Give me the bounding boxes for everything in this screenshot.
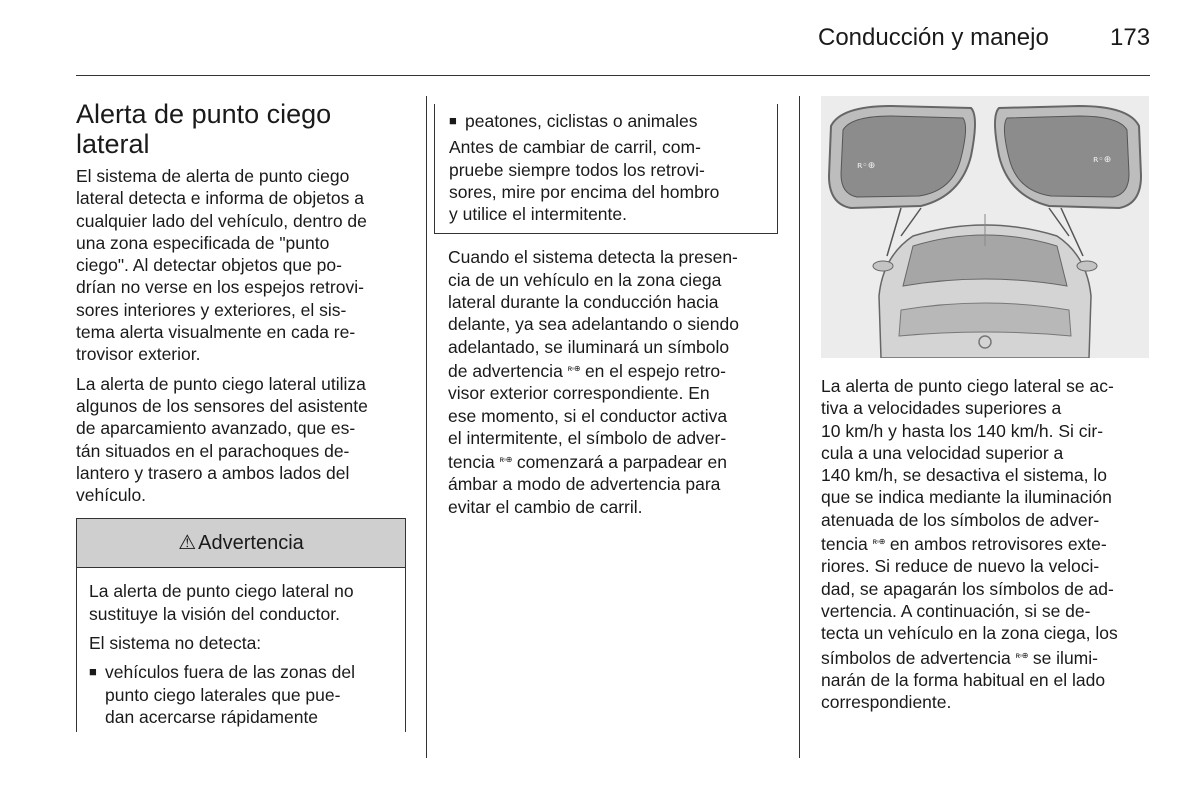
text-line: cia de un vehículo en la zona ciega: [448, 269, 722, 290]
text-line: evitar el cambio de carril.: [448, 496, 643, 517]
text-line: y utilice el intermitente.: [449, 204, 627, 225]
text-line: Antes de cambiar de carril, com-: [449, 137, 701, 158]
text-line: que se indica mediante la iluminación: [821, 487, 1112, 508]
text-line: ciego". Al detectar objetos que po-: [76, 255, 342, 276]
text-line: adelantado, se iluminará un símbolo: [448, 336, 730, 357]
text-line: en el espejo retro-: [584, 360, 726, 381]
text-line: Cuando el sistema detecta la presen-: [448, 247, 738, 268]
text-line: La alerta de punto ciego lateral no: [89, 581, 354, 602]
text-line: tiva a velocidades superiores a: [821, 398, 1062, 419]
text-line: El sistema de alerta de punto ciego: [76, 166, 350, 186]
text-line: de advertencia: [448, 360, 563, 381]
blind-spot-symbol-icon: ʀ◦⊕: [499, 455, 512, 465]
text-line: lateral detecta e informa de objetos a: [76, 188, 364, 209]
bullet-item: [89, 661, 393, 728]
text-line: La alerta de punto ciego lateral se ac-: [821, 376, 1114, 396]
bullet-text: [105, 661, 355, 728]
svg-text:ʀ◦⊕: ʀ◦⊕: [857, 161, 876, 171]
text-line: riores. Si reduce de nuevo la veloci-: [821, 556, 1100, 577]
text-line: dan acercarse rápidamente: [105, 706, 319, 727]
warning-heading: [77, 519, 405, 568]
text-line: en ambos retrovisores exte-: [889, 534, 1107, 555]
text-line: correspondiente.: [821, 692, 952, 713]
text-line: 140 km/h, se desactiva el sistema, lo: [821, 465, 1107, 486]
header-rule: [76, 75, 1150, 76]
bullet-text: peatones, ciclistas o animales: [465, 111, 698, 131]
text-line: algunos de los sensores del asistente: [76, 395, 368, 416]
text-line: tencia: [821, 534, 868, 555]
text-line: cula a una velocidad superior a: [821, 442, 1064, 463]
text-line: La alerta de punto ciego lateral utiliza: [76, 373, 366, 394]
text-line: tencia: [448, 452, 495, 473]
column-2: [448, 104, 778, 525]
text-line: vertencia. A continuación, si se de-: [821, 600, 1091, 621]
text-line: atenuada de los símbolos de adver-: [821, 509, 1100, 530]
column-divider: [799, 96, 800, 758]
text-line: drían no verse en los espejos retrovi-: [76, 277, 364, 298]
column-1: [76, 99, 406, 732]
blind-spot-symbol-icon: ʀ◦⊕: [1015, 650, 1028, 660]
paragraph: [821, 375, 1151, 713]
text-line: lantero y trasero a ambos lados del: [76, 462, 350, 483]
text-line: comenzará a parpadear en: [516, 452, 727, 473]
bullet-square-icon: ■: [449, 113, 457, 128]
paragraph: [76, 165, 406, 366]
text-line: ese momento, si el conductor activa: [448, 405, 728, 426]
text-line: se ilumi-: [1032, 647, 1098, 668]
warning-box: [76, 518, 406, 732]
running-header-title: Conducción y manejo: [818, 24, 1049, 51]
text-line: narán de la forma habitual en el lado: [821, 669, 1106, 690]
text-line: delante, ya sea adelantando o siendo: [448, 314, 739, 335]
paragraph: [89, 580, 393, 625]
page-number: 173: [1110, 24, 1151, 51]
text-line: vehículo.: [76, 485, 147, 506]
bullet-item: [449, 110, 767, 132]
continued-warning-box: [434, 104, 778, 234]
blind-spot-illustration: [821, 96, 1149, 358]
text-line: tecta un vehículo en la zona ciega, los: [821, 623, 1118, 644]
text-line: sores, mire por encima del hombro: [449, 181, 720, 202]
blind-spot-symbol-icon: ʀ◦⊕: [872, 537, 885, 547]
car-mirrors-illustration: [821, 96, 1149, 358]
text-line: punto ciego laterales que pue-: [105, 684, 341, 705]
bullet-square-icon: ■: [89, 664, 97, 680]
warning-triangle-icon: ⚠: [178, 532, 197, 555]
text-line: sustituye la visión del conductor.: [89, 603, 340, 624]
text-line: pruebe siempre todos los retrovi-: [449, 159, 705, 180]
svg-text:ʀ◦⊕: ʀ◦⊕: [1093, 155, 1112, 165]
paragraph: [448, 246, 778, 518]
text-line: el intermitente, el símbolo de adver-: [448, 427, 727, 448]
blind-spot-symbol-icon: ʀ◦⊕: [567, 363, 581, 373]
text-line: dad, se apagarán los símbolos de ad-: [821, 578, 1114, 599]
column-divider: [426, 96, 427, 758]
text-line: una zona especificada de "punto: [76, 232, 330, 253]
text-line: visor exterior correspondiente. En: [448, 383, 710, 404]
column-3: [821, 375, 1151, 720]
paragraph: [76, 373, 406, 507]
text-line: tema alerta visualmente en cada re-: [76, 322, 356, 343]
warning-body: [77, 568, 405, 732]
paragraph: [449, 136, 767, 225]
text-line: de aparcamiento avanzado, que es-: [76, 418, 356, 439]
warning-heading-text: Advertencia: [198, 532, 304, 555]
text-line: lateral durante la conducción hacia: [448, 292, 719, 313]
text-line: ámbar a modo de advertencia para: [448, 474, 721, 495]
section-title: Alerta de punto ciego lateral: [76, 99, 332, 159]
text-line: cualquier lado del vehículo, dentro de: [76, 210, 367, 231]
text-line: vehículos fuera de las zonas del: [105, 662, 356, 683]
text-line: trovisor exterior.: [76, 344, 201, 365]
text-line: 10 km/h y hasta los 140 km/h. Si cir-: [821, 420, 1104, 441]
text-line: tán situados en el parachoques de-: [76, 440, 350, 461]
text-line: símbolos de advertencia: [821, 647, 1011, 668]
text-line: sores interiores y exteriores, el sis-: [76, 299, 347, 320]
paragraph: El sistema no detecta:: [89, 633, 262, 654]
